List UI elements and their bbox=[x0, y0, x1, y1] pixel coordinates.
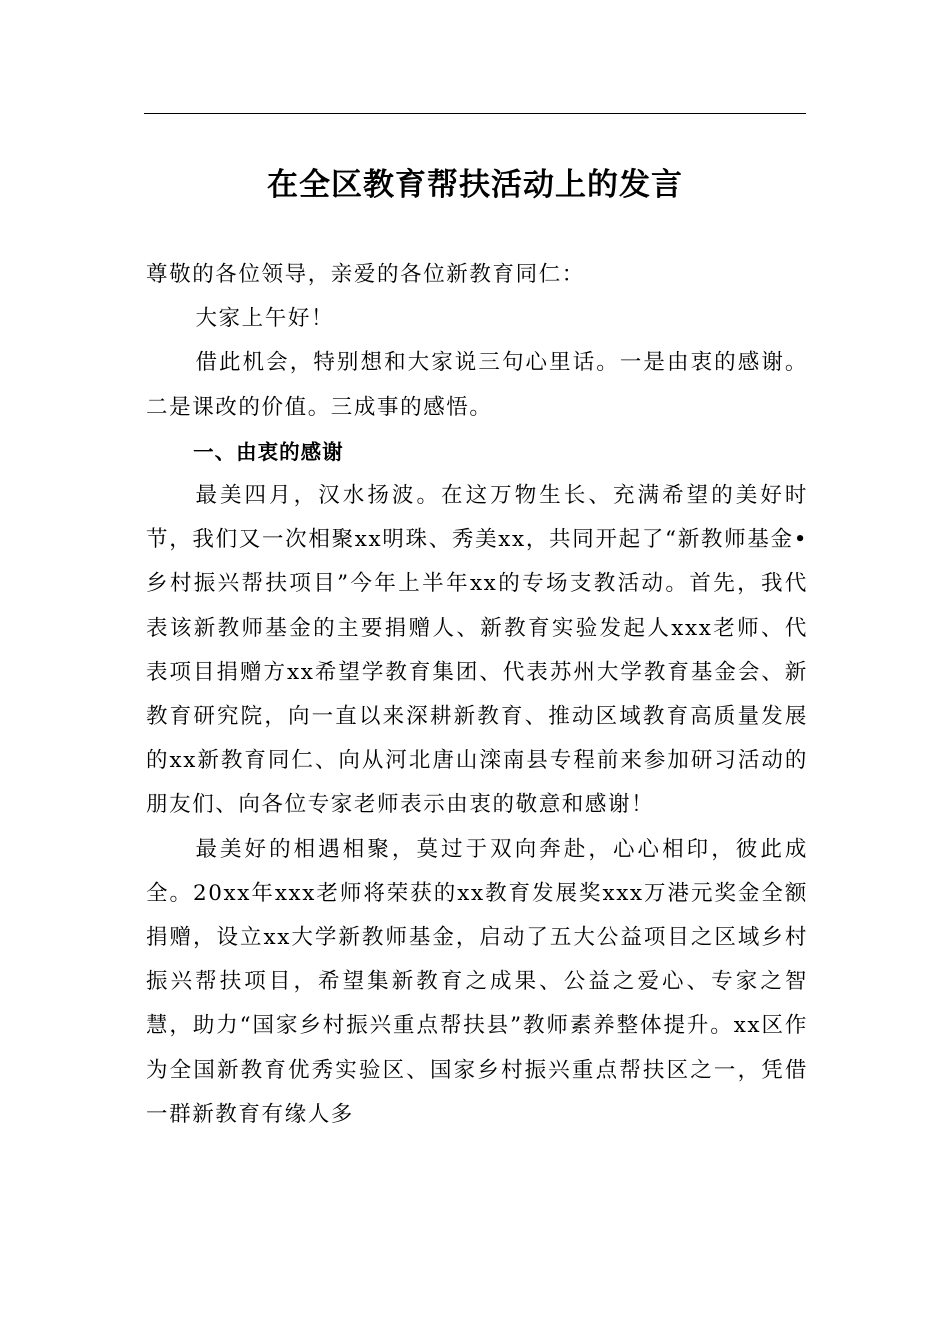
document-body bbox=[146, 253, 808, 1137]
intro-paragraph: 借此机会，特别想和大家说三句心里话。一是由衷的感谢。二是课改的价值。三成事的感悟。 bbox=[146, 350, 808, 420]
greeting: 大家上午好！ bbox=[195, 306, 335, 332]
body-paragraph: 最美好的相遇相聚，莫过于双向奔赴，心心相印，彼此成全。20xx年xxx老师将荣获的xx教育发展奖xxx万港元奖金全额捐赠，设立xx大学新教师基金，启动了五大公益项目之区域乡村振兴帮扶项目，希望集新教育之成果、公益之爱心、专家之智慧，助力“国家乡村振兴重点帮扶县”教师素养整体提升。xx区作为全国新教育优秀实验区、国家乡村振兴重点帮扶区之一，凭借一群新教育有缘人多 bbox=[146, 836, 808, 1127]
salutation: 尊敬的各位领导，亲爱的各位新教育同仁： bbox=[146, 262, 585, 287]
section-heading: 一、由衷的感谢 bbox=[193, 439, 344, 464]
header-rule bbox=[144, 113, 806, 114]
document-title: 在全区教育帮扶活动上的发言 bbox=[267, 167, 683, 203]
body-paragraph: 最美四月，汉水扬波。在这万物生长、充满希望的美好时节，我们又一次相聚xx明珠、秀美xx，共同开起了“新教师基金•乡村振兴帮扶项目”今年上半年xx的专场支教活动。首先，我代表该新教师基金的主要捐赠人、新教育实验发起人xxx老师、代表项目捐赠方xx希望学教育集团、代表苏州大学教育基金会、新教育研究院，向一直以来深耕新教育、推动区域教育高质量发展的xx新教育同仁、向从河北唐山滦南县专程前来参加研习活动的朋友们、向各位专家老师表示由衷的敬意和感谢！ bbox=[146, 483, 808, 818]
